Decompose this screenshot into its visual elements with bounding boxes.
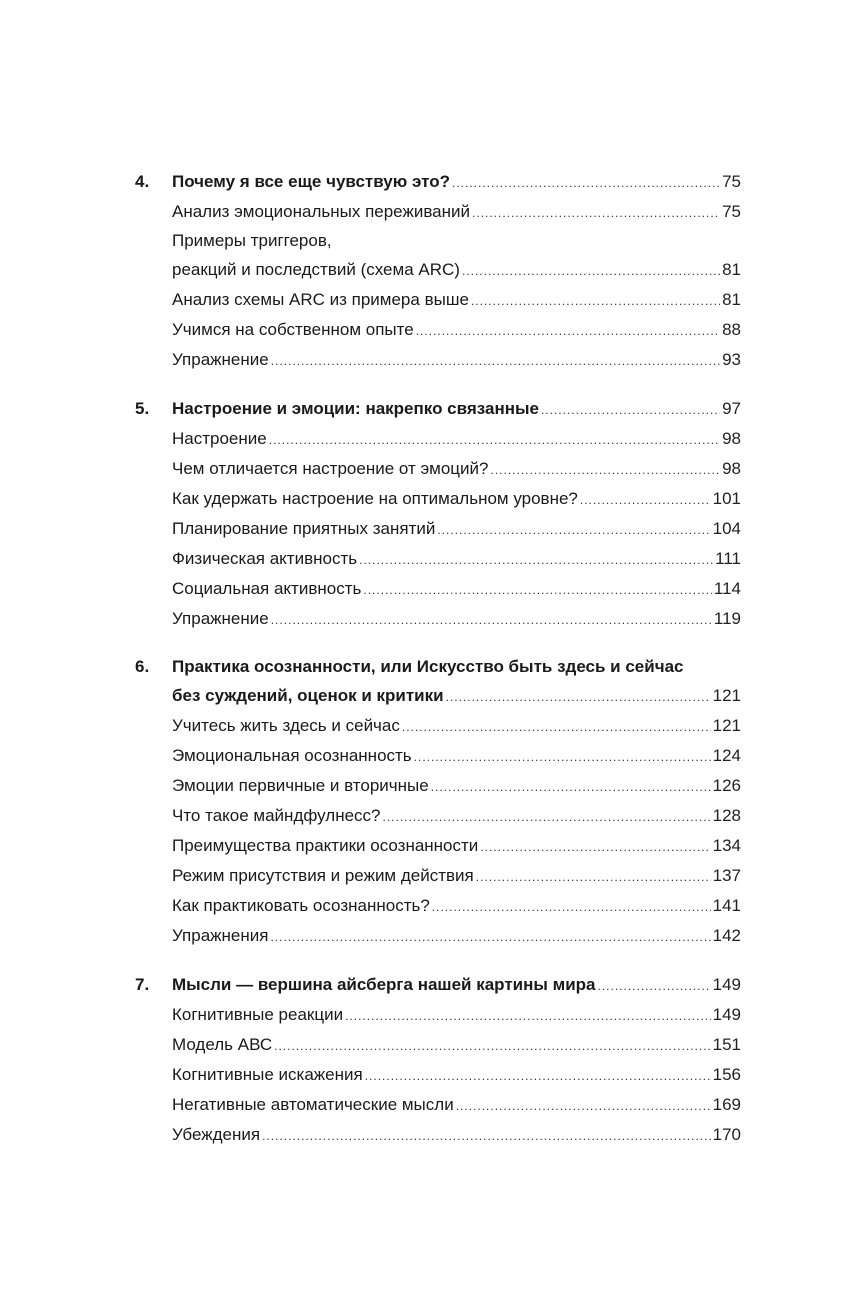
toc-entry	[135, 891, 741, 921]
leader-dots	[363, 575, 712, 605]
entry-title: Упражнение	[172, 609, 269, 628]
page-number: 81	[722, 260, 741, 279]
page-number: 114	[713, 579, 741, 598]
toc-entry	[135, 711, 741, 741]
page-number: 128	[712, 806, 741, 825]
toc-chapter	[135, 167, 741, 375]
page-number: 142	[712, 926, 741, 945]
toc-entry	[135, 197, 741, 227]
chapter-title: Практика осознанности, или Искусство быть здесь и сейчас	[172, 657, 684, 676]
toc-entry	[135, 345, 741, 375]
leader-dots	[476, 862, 711, 892]
toc-chapter	[135, 653, 741, 951]
chapter-title: Почему я все еще чувствую это?	[172, 172, 450, 191]
chapter-heading	[135, 970, 741, 1000]
toc-entry	[135, 604, 741, 634]
toc-entry	[135, 861, 741, 891]
entry-title: Учимся на собственном опыте	[172, 320, 414, 339]
page-number: 121	[712, 716, 741, 735]
toc-entry	[135, 574, 741, 604]
page-number: 149	[712, 975, 741, 994]
leader-dots	[598, 971, 711, 1001]
chapter-title: Настроение и эмоции: накрепко связанные	[172, 399, 539, 418]
leader-dots	[416, 316, 720, 346]
toc-entry	[135, 1120, 741, 1150]
entry-title: Когнитивные реакции	[172, 1005, 344, 1024]
entry-title: Анализ схемы ARC из примера выше	[172, 290, 469, 309]
leader-dots	[446, 682, 711, 712]
leader-dots	[432, 892, 711, 922]
entry-title: Упражнение	[172, 350, 269, 369]
table-of-contents	[135, 167, 741, 1169]
chapter-number: 6.	[135, 657, 150, 676]
leader-dots	[490, 455, 720, 485]
toc-chapter	[135, 394, 741, 634]
toc-entry	[135, 1030, 741, 1060]
page-number: 156	[712, 1065, 741, 1084]
toc-entry	[135, 771, 741, 801]
entry-title: Как удержать настроение на оптимальном уровне?	[172, 489, 578, 508]
toc-entry	[135, 484, 741, 514]
leader-dots	[271, 605, 712, 635]
leader-dots	[402, 712, 711, 742]
leader-dots	[456, 1091, 711, 1121]
page-number: 149	[712, 1005, 741, 1024]
page-number: 126	[712, 776, 741, 795]
page-number: 104	[712, 519, 741, 538]
page-number: 98	[722, 429, 741, 448]
entry-title: Физическая активность	[172, 549, 358, 568]
toc-entry	[135, 544, 741, 574]
toc-entry	[135, 315, 741, 345]
toc-entry-line	[135, 227, 741, 255]
entry-title: Когнитивные искажения	[172, 1065, 363, 1084]
chapter-number: 4.	[135, 172, 150, 191]
entry-title: Планирование приятных занятий	[172, 519, 436, 538]
page-number: 134	[712, 836, 741, 855]
entry-title: Эмоции первичные и вторичные	[172, 776, 429, 795]
toc-entry	[135, 1000, 741, 1030]
leader-dots	[365, 1061, 711, 1091]
page-number: 151	[712, 1035, 741, 1054]
entry-title: Негативные автоматические мысли	[172, 1095, 454, 1114]
page-number: 93	[722, 350, 741, 369]
toc-entry	[135, 255, 741, 285]
leader-dots	[472, 198, 720, 228]
entry-title: Убеждения	[172, 1125, 261, 1144]
leader-dots	[480, 832, 710, 862]
entry-title: Эмоциональная осознанность	[172, 746, 412, 765]
entry-title: реакций и последствий (схема ARC)	[172, 260, 460, 279]
page-number: 101	[712, 489, 741, 508]
leader-dots	[471, 286, 720, 316]
page-number: 169	[712, 1095, 741, 1114]
chapter-title: Мысли — вершина айсберга нашей картины мира	[172, 975, 596, 994]
page-number: 137	[712, 866, 741, 885]
entry-title: Примеры триггеров,	[172, 231, 332, 250]
leader-dots	[271, 346, 720, 376]
leader-dots	[269, 425, 720, 455]
leader-dots	[580, 485, 711, 515]
page-number: 81	[722, 290, 741, 309]
entry-title: Как практиковать осознанность?	[172, 896, 430, 915]
chapter-heading	[135, 167, 741, 197]
entry-title: Упражнения	[172, 926, 269, 945]
leader-dots	[270, 922, 710, 952]
page-number: 111	[715, 549, 741, 568]
toc-entry	[135, 424, 741, 454]
page-number: 170	[712, 1125, 741, 1144]
toc-chapter	[135, 970, 741, 1150]
toc-entry	[135, 741, 741, 771]
chapter-heading	[135, 394, 741, 424]
chapter-heading	[135, 681, 741, 711]
leader-dots	[359, 545, 713, 575]
page-number: 97	[722, 399, 741, 418]
chapter-title: без суждений, оценок и критики	[172, 686, 444, 705]
entry-title: Преимущества практики осознанности	[172, 836, 479, 855]
leader-dots	[541, 395, 720, 425]
entry-title: Модель АВС	[172, 1035, 273, 1054]
leader-dots	[345, 1001, 711, 1031]
leader-dots	[262, 1121, 711, 1151]
entry-title: Чем отличается настроение от эмоций?	[172, 459, 489, 478]
entry-title: Учитесь жить здесь и сейчас	[172, 716, 400, 735]
page-number: 98	[722, 459, 741, 478]
page-number: 121	[712, 686, 741, 705]
leader-dots	[383, 802, 711, 832]
leader-dots	[462, 256, 720, 286]
entry-title: Анализ эмоциональных переживаний	[172, 202, 470, 221]
toc-entry	[135, 1090, 741, 1120]
page-number: 75	[722, 202, 741, 221]
page-number: 141	[712, 896, 741, 915]
toc-entry	[135, 801, 741, 831]
entry-title: Настроение	[172, 429, 267, 448]
toc-entry	[135, 285, 741, 315]
page-number: 75	[722, 172, 741, 191]
leader-dots	[452, 168, 720, 198]
chapter-title-line	[135, 653, 741, 681]
page-number: 119	[713, 609, 741, 628]
leader-dots	[414, 742, 711, 772]
toc-entry	[135, 921, 741, 951]
page-number: 124	[712, 746, 741, 765]
leader-dots	[431, 772, 711, 802]
page-number: 88	[722, 320, 741, 339]
leader-dots	[274, 1031, 710, 1061]
entry-title: Режим присутствия и режим действия	[172, 866, 474, 885]
chapter-number: 5.	[135, 399, 150, 418]
entry-title: Социальная активность	[172, 579, 362, 598]
entry-title: Что такое майндфулнесс?	[172, 806, 381, 825]
toc-entry	[135, 831, 741, 861]
chapter-number: 7.	[135, 975, 150, 994]
toc-entry	[135, 1060, 741, 1090]
leader-dots	[437, 515, 710, 545]
toc-entry	[135, 514, 741, 544]
toc-entry	[135, 454, 741, 484]
